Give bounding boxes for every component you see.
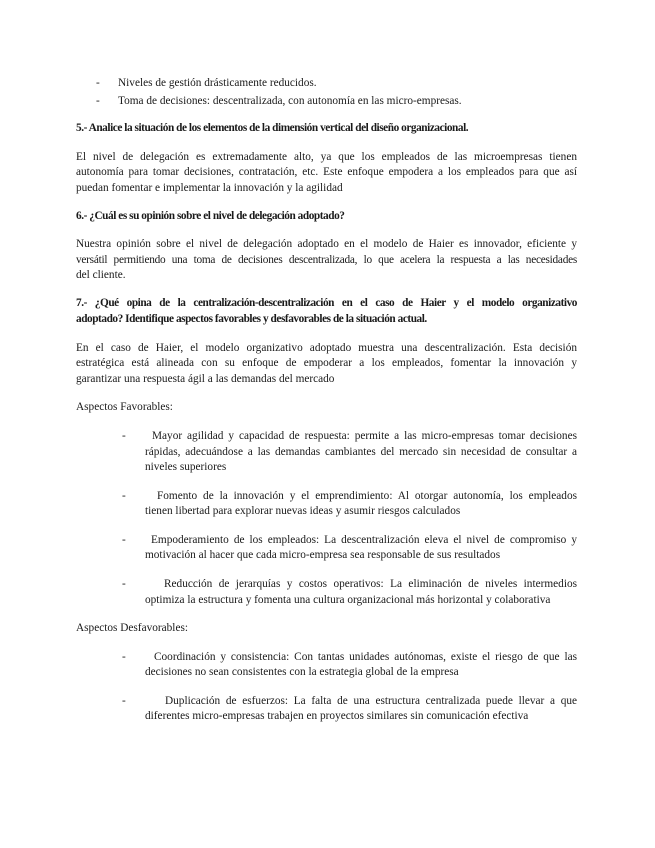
list-bullet: - [122, 578, 126, 590]
paragraph-line: En el caso de Haier, el modelo organizativo adoptado muestra una descentralización. Esta decisión [76, 342, 577, 354]
question-7-heading: 7.- ¿Qué opina de la centralización-descentralización en el caso de Haier y el modelo organizativo [76, 297, 577, 309]
paragraph-line: autonomía para tomar decisiones, contratación, etc. Este enfoque empodera a los empleados para que así [76, 166, 577, 178]
favorables-label: Aspectos Favorables: [76, 401, 173, 413]
desfavorable-item: Coordinación y consistencia: Con tantas unidades autónomas, existe el riesgo de que las [154, 651, 577, 663]
desfavorable-item: decisiones no sean consistentes con la estrategia global de la empresa [145, 666, 459, 678]
list-item: Niveles de gestión drásticamente reducidos. [118, 77, 317, 89]
favorable-item: niveles superiores [145, 461, 227, 473]
question-7-heading: adoptado? Identifique aspectos favorables y desfavorables de la situación actual. [76, 313, 427, 325]
list-bullet: - [122, 534, 126, 546]
paragraph-line: Nuestra opinión sobre el nivel de delegación adoptado en el modelo de Haier es innovador, eficiente y [76, 238, 577, 250]
paragraph-line: garantizar una respuesta ágil a las demandas del mercado [76, 373, 335, 385]
list-bullet: - [122, 695, 126, 707]
paragraph-line: estratégica está alineada con su enfoque de empoderar a los empleados, fomentar la innovación y [76, 357, 577, 369]
favorable-item: tienen libertad para explorar nuevas ideas y asumir riesgos calculados [145, 505, 461, 517]
list-bullet: - [96, 95, 100, 107]
paragraph-line: El nivel de delegación es extremadamente alto, ya que los empleados de las microempresas tienen [76, 151, 577, 163]
list-item: Toma de decisiones: descentralizada, con autonomía en las micro-empresas. [118, 95, 462, 107]
paragraph-line: versátil permitiendo una toma de decisiones descentralizada, lo que acelera la respuesta a las necesidades [76, 254, 577, 266]
list-bullet: - [122, 430, 126, 442]
favorable-item: Mayor agilidad y capacidad de respuesta: permite a las micro-empresas tomar decisiones [152, 430, 577, 442]
desfavorable-item: diferentes micro-empresas trabajen en proyectos similares sin comunicación efectiva [145, 710, 529, 722]
favorable-item: Reducción de jerarquías y costos operativos: La eliminación de niveles intermedios [164, 578, 577, 590]
desfavorables-label: Aspectos Desfavorables: [76, 622, 188, 634]
list-bullet: - [122, 490, 126, 502]
list-bullet: - [122, 651, 126, 663]
question-6-heading: 6.- ¿Cuál es su opinión sobre el nivel de delegación adoptado? [76, 210, 345, 222]
desfavorable-item: Duplicación de esfuerzos: La falta de una estructura centralizada puede llevar a que [165, 695, 577, 707]
paragraph-line: puedan fomentar e implementar la innovación y la agilidad [76, 182, 343, 194]
favorable-item: Empoderamiento de los empleados: La descentralización eleva el nivel de compromiso y [151, 534, 577, 546]
list-bullet: - [96, 77, 100, 89]
favorable-item: rápidas, adecuándose a las demandas cambiantes del mercado sin necesidad de consultar a [145, 446, 577, 458]
question-5-heading: 5.- Analice la situación de los elementos de la dimensión vertical del diseño organizacional. [76, 122, 469, 134]
paragraph-line: del cliente. [76, 269, 126, 281]
favorable-item: optimiza la estructura y fomenta una cultura organizacional más horizontal y colaborativa [145, 594, 551, 606]
favorable-item: motivación al hacer que cada micro-empresa sea responsable de sus resultados [145, 549, 501, 561]
favorable-item: Fomento de la innovación y el emprendimiento: Al otorgar autonomía, los empleados [157, 490, 577, 502]
